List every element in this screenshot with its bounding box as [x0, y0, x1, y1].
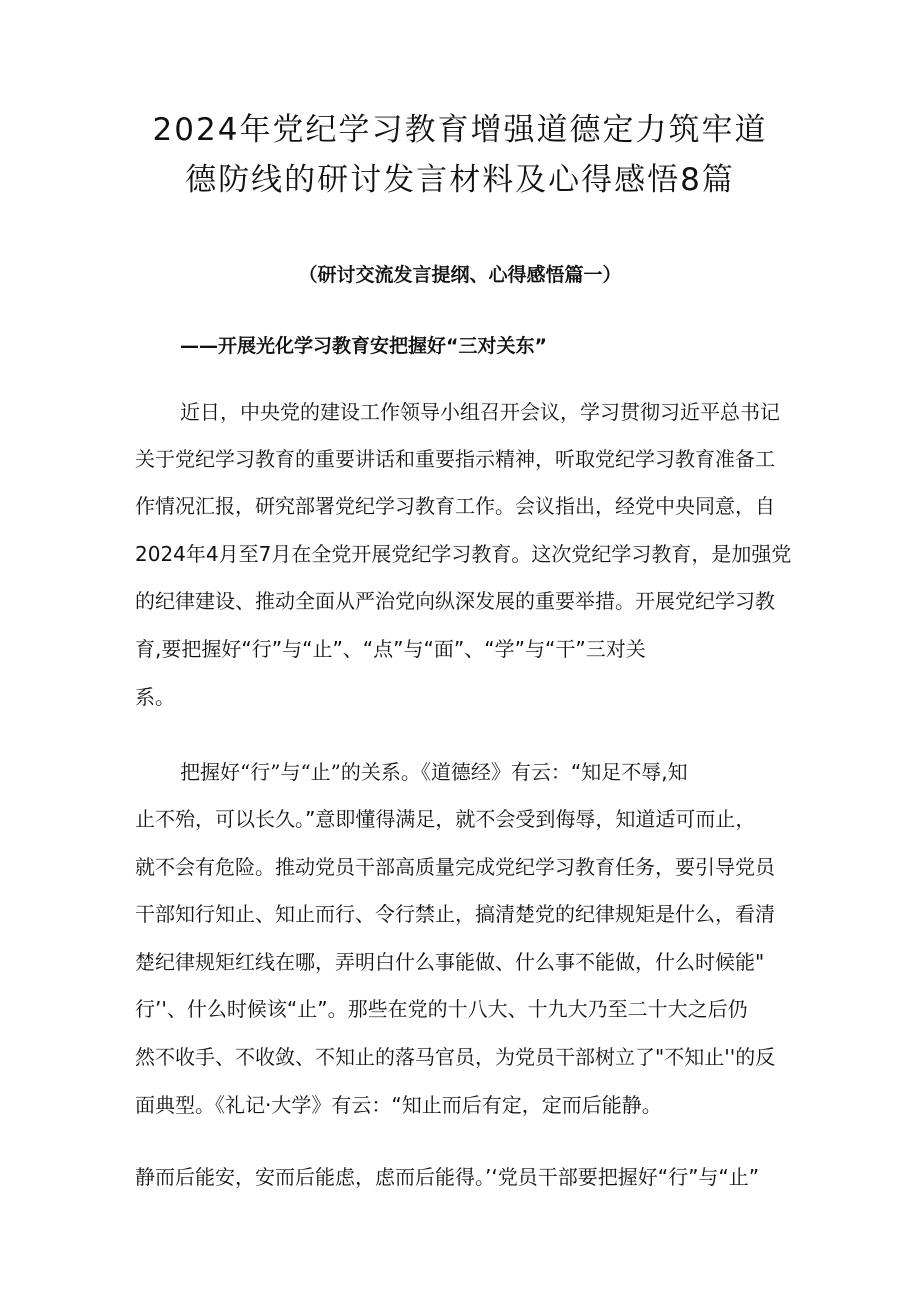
paragraph-1-line-2: 关于党纪学习教育的重要讲话和重要指示精神，听取党纪学习教育准备工 — [135, 447, 775, 471]
paragraph-2-line-1 — [180, 754, 688, 790]
paragraph-2-line-3: 就不会有危险。推动党员干部高质量完成党纪学习教育任务，要引导党员 — [135, 855, 775, 879]
paragraph-1-line-4: 2024年4月至7月在全党开展党纪学习教育。这次党纪学习教育，是加强党 — [135, 542, 792, 566]
document-title-line-1: 2024年党纪学习教育增强道德定力筑牢道 — [152, 112, 768, 148]
paragraph-1-line-7: 系。 — [135, 685, 175, 709]
section-subheading: ——开展光化学习教育安把握好“三对关东” — [180, 335, 547, 357]
paragraph-1-line-1: 近日，中央党的建设工作领导小组召开会议，学习贯彻习近平总书记 — [180, 400, 780, 424]
paragraph-2-lead-rest: 《道德经》有云：“知足不辱,知 — [420, 760, 688, 784]
paragraph-3-line-1: 静而后能安，安而后能虑，虑而后能得。’‘党员干部要把握好“行”与“止” — [135, 1165, 760, 1189]
paragraph-2-line-2: 止不殆，可以长久。”意即懂得满足，就不会受到侮辱，知道适可而止， — [135, 807, 756, 831]
document-title-line-2: 德防线的研讨发言材料及心得感悟8篇 — [185, 162, 735, 198]
paragraph-2-lead: 把握好“行”与“止”的关系。 — [180, 760, 421, 784]
paragraph-2-line-5: 楚纪律规矩红线在哪，弄明白什么事能做、什么事不能做，什么时候能" — [135, 950, 765, 974]
paragraph-2-line-7: 然不收手、不收敛、不知止的落马官员，为党员干部树立了"不知止''的反 — [135, 1045, 776, 1069]
paragraph-1-line-5: 的纪律建设、推动全面从严治党向纵深发展的重要举措。开展党纪学习教 — [135, 589, 775, 613]
paragraph-2-line-6: 行’'、什么时候该“止”。那些在党的十八大、十九大乃至二十大之后仍 — [135, 997, 748, 1021]
paragraph-1-line-3: 作情况汇报，研究部署党纪学习教育工作。会议指出，经党中央同意，自 — [135, 494, 775, 518]
paragraph-2-line-4: 干部知行知止、知止而行、令行禁止，搞清楚党的纪律规矩是什么，看清 — [135, 902, 775, 926]
paragraph-1-line-6: 育,要把握好“行”与“止”、“点”与“面”、“学”与“干”三对关 — [135, 637, 646, 661]
paragraph-2-line-8: 面典型。《礼记·大学》有云：“知止而后有定，定而后能静。 — [135, 1093, 662, 1117]
section-heading: （研讨交流发言提纲、心得感悟篇一） — [298, 264, 622, 286]
